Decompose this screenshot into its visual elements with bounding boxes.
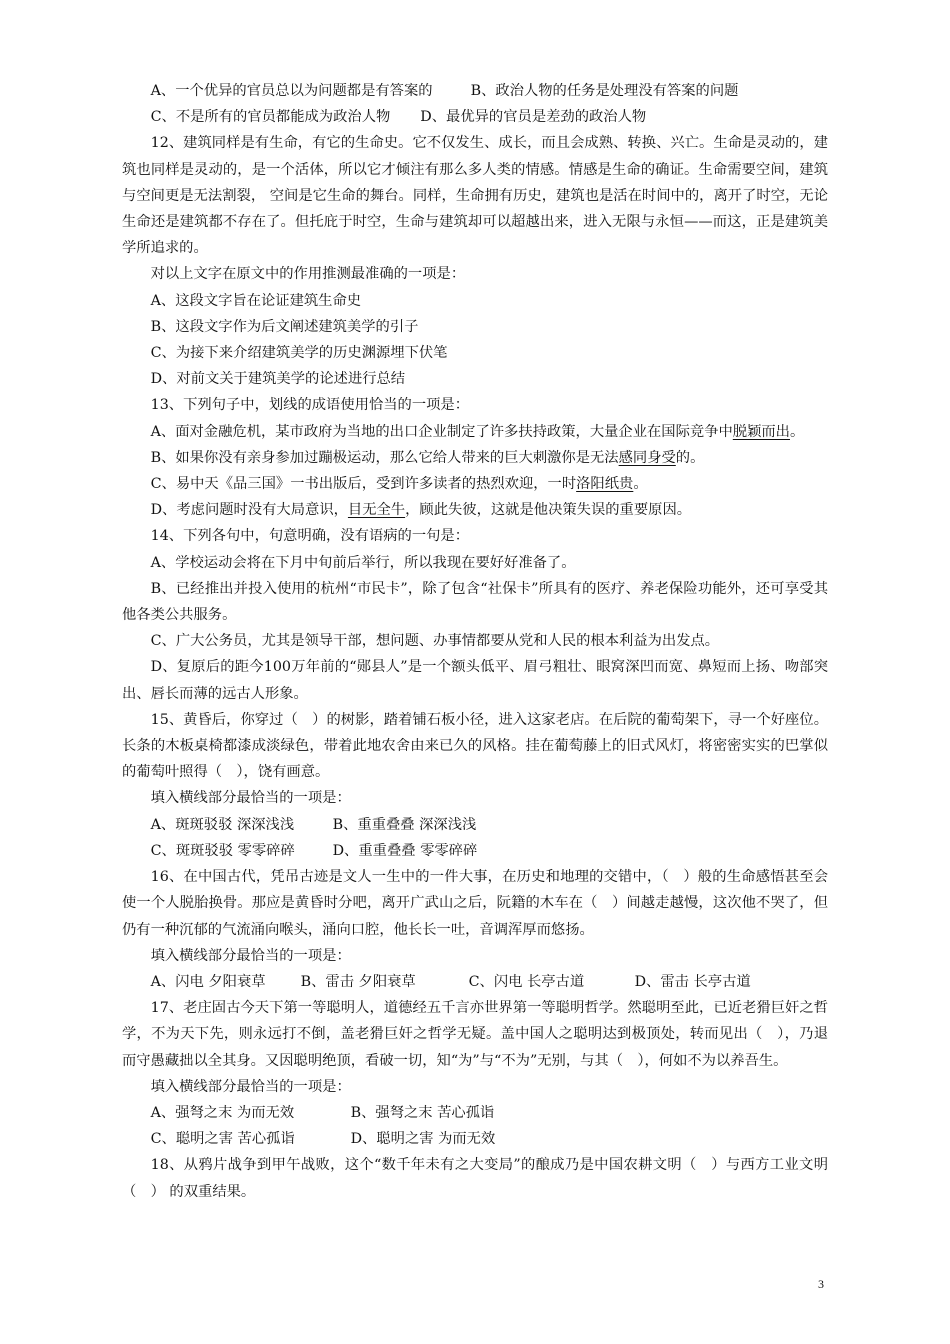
q13-option-b-end: 的。 [675,449,705,466]
q13-option-c [122,471,828,497]
q17-options-cd [122,1126,828,1152]
q12-option-b: B、这段文字作为后文阐述建筑美学的引子 [150,318,419,335]
page-number: 3 [818,1277,824,1291]
document-page [122,78,828,1205]
q16-option-a: A、闪电 夕阳衰草 [150,973,266,990]
q13-option-d-end: ，顾此失彼，这就是他决策失误的重要原因。 [405,502,692,519]
q15-option-b: B、重重叠叠 深深浅浅 [332,816,477,833]
q13-option-a [122,419,828,445]
q11-option-c: C、不是所有的官员都能成为政治人物 [150,109,391,126]
q15-passage: 15、黄昏后，你穿过（ ）的树影，踏着铺石板小径，进入这家老店。在后院的葡萄架下，寻一个好座位。长条的木板桌椅都漆成淡绿色，带着此地农舍由来已久的风格。挂在葡萄藤上的旧式风灯，将密密实实的巴掌似的葡萄叶照得（ ），饶有画意。 [122,711,828,781]
q13-option-b-text: B、如果你没有亲身参加过蹦极运动，那么它给人带来的巨大刺激你是无法 [150,449,619,466]
q11-option-b: B、政治人物的任务是处理没有答案的问题 [470,83,739,99]
q13-question: 13、下列句子中，划线的成语使用恰当的一项是： [150,397,470,414]
q14-option-a: A、学校运动会将在下月中旬前后举行，所以我现在要好好准备了。 [150,554,576,571]
q13-option-d-text: D、考虑问题时没有大局意识， [150,502,348,519]
q14-option-c: C、广大公务员，尤其是领导干部，想问题、办事情都要从党和人民的根本利益为出发点。 [150,633,720,650]
q16-option-c: C、闪电 长亭古道 [468,973,585,990]
q17-option-a: A、强弩之末 为而无效 [150,1104,295,1121]
q13-option-b [122,445,828,471]
q15-option-c: C、斑斑驳驳 零零碎碎 [150,842,295,859]
q14-question: 14、下列各句中，句意明确，没有语病的一句是： [150,528,470,545]
q13-option-c-text: C、易中天《品三国》一书出版后，受到许多读者的热烈欢迎，一时 [150,476,577,493]
q16-option-b: B、雷击 夕阳衰草 [300,973,416,990]
q13-option-a-end: 。 [789,423,805,440]
q16-option-d: D、雷击 长亭古道 [634,973,751,990]
q17-question: 填入横线部分最恰当的一项是： [150,1078,351,1095]
q12-option-a: A、这段文字旨在论证建筑生命史 [150,292,362,309]
q13-option-b-idiom: 感同身受 [618,449,676,466]
q17-option-c: C、聪明之害 苦心孤诣 [150,1131,295,1148]
q16-passage: 16、在中国古代，凭吊古迹是文人一生中的一件大事，在历史和地理的交错中，（ ）般的生命感悟甚至会使一个人脱胎换骨。那应是黄昏时分吧，离开广武山之后，阮籍的木车在（ ）间越走越慢，这次他不哭了，但仍有一种沉郁的气流涌向喉头，涌向口腔，他长长一吐，音调浑厚而悠扬。 [122,869,828,938]
q15-options-ab [122,812,828,838]
q14-option-b: B、已经推出并投入使用的杭州“市民卡”，除了包含“社保卡”所具有的医疗、养老保险功能外，还可享受其他各类公共服务。 [122,580,828,624]
q11-options-ab [122,78,828,104]
q15-question: 填入横线部分最恰当的一项是： [150,790,351,807]
q15-options-cd [122,838,828,864]
q17-option-d: D、聪明之害 为而无效 [350,1131,496,1148]
q15-option-a: A、斑斑驳驳 深深浅浅 [150,816,295,833]
q12-passage: 12、建筑同样是有生命，有它的生命史。它不仅发生、成长，而且会成熟、转换、兴亡。生命是灵动的，建筑也同样是灵动的，是一个活体，所以它才倾注有那么多人类的情感。情感是生命的确证。生命需要空间，建筑与空间更是无法割裂， 空间是它生命的舞台。同样，生命拥有历史，建筑也是活在时间中的，离开了时空，无论生命还是建筑都不存在了。但托庇于时空，生命与建筑却可以超越出来，进入无限与永恒——而这，正是建筑美学所追求的。 [122,135,828,257]
q15-option-d: D、重重叠叠 零零碎碎 [332,842,478,859]
q11-option-d: D、最优异的官员是差劲的政治人物 [420,109,647,126]
q13-option-c-end: 。 [633,476,648,493]
q12-option-d: D、对前文关于建筑美学的论述进行总结 [150,371,406,388]
q11-option-a: A、一个优异的官员总以为问题都是有答案的 [150,83,433,99]
q13-option-a-text: A、面对金融危机，某市政府为当地的出口企业制定了许多扶持政策，大量企业在国际竞争中 [150,423,733,440]
q13-option-d-idiom: 目无全牛 [347,502,406,519]
q14-option-d: D、复原后的距今100万年前的“郧县人”是一个额头低平、眉弓粗壮、眼窝深凹而宽、鼻短而上扬、吻部突出、唇长而薄的远古人形象。 [122,659,828,702]
q13-option-d [122,497,828,523]
q12-question: 对以上文字在原文中的作用推测最准确的一项是： [150,266,466,283]
q11-options-cd [122,104,828,130]
q16-question: 填入横线部分最恰当的一项是： [150,947,351,964]
q13-option-c-idiom: 洛阳纸贵 [576,476,634,493]
q17-options-ab [122,1100,828,1126]
q13-option-a-idiom: 脱颖而出 [732,423,790,440]
q17-passage: 17、老庄固古今天下第一等聪明人，道德经五千言亦世界第一等聪明哲学。然聪明至此，已近老猾巨奸之哲学，不为天下先，则永远打不倒，盖老猾巨奸之哲学无疑。盖中国人之聪明达到极顶处，转而见出（ ），乃退而守愚藏拙以全其身。又因聪明绝顶，看破一切，知“为”与“不为”无别，与其（ ），何如不为以养吾生。 [122,1000,828,1069]
q16-options [122,969,828,995]
q12-option-c: C、为接下来介绍建筑美学的历史渊源埋下伏笔 [150,345,448,362]
q18-passage: 18、从鸦片战争到甲午战败，这个“数千年未有之大变局”的酿成乃是中国农耕文明（ ）与西方工业文明（ ） 的双重结果。 [122,1157,828,1200]
q17-option-b: B、强弩之末 苦心孤诣 [350,1104,495,1121]
